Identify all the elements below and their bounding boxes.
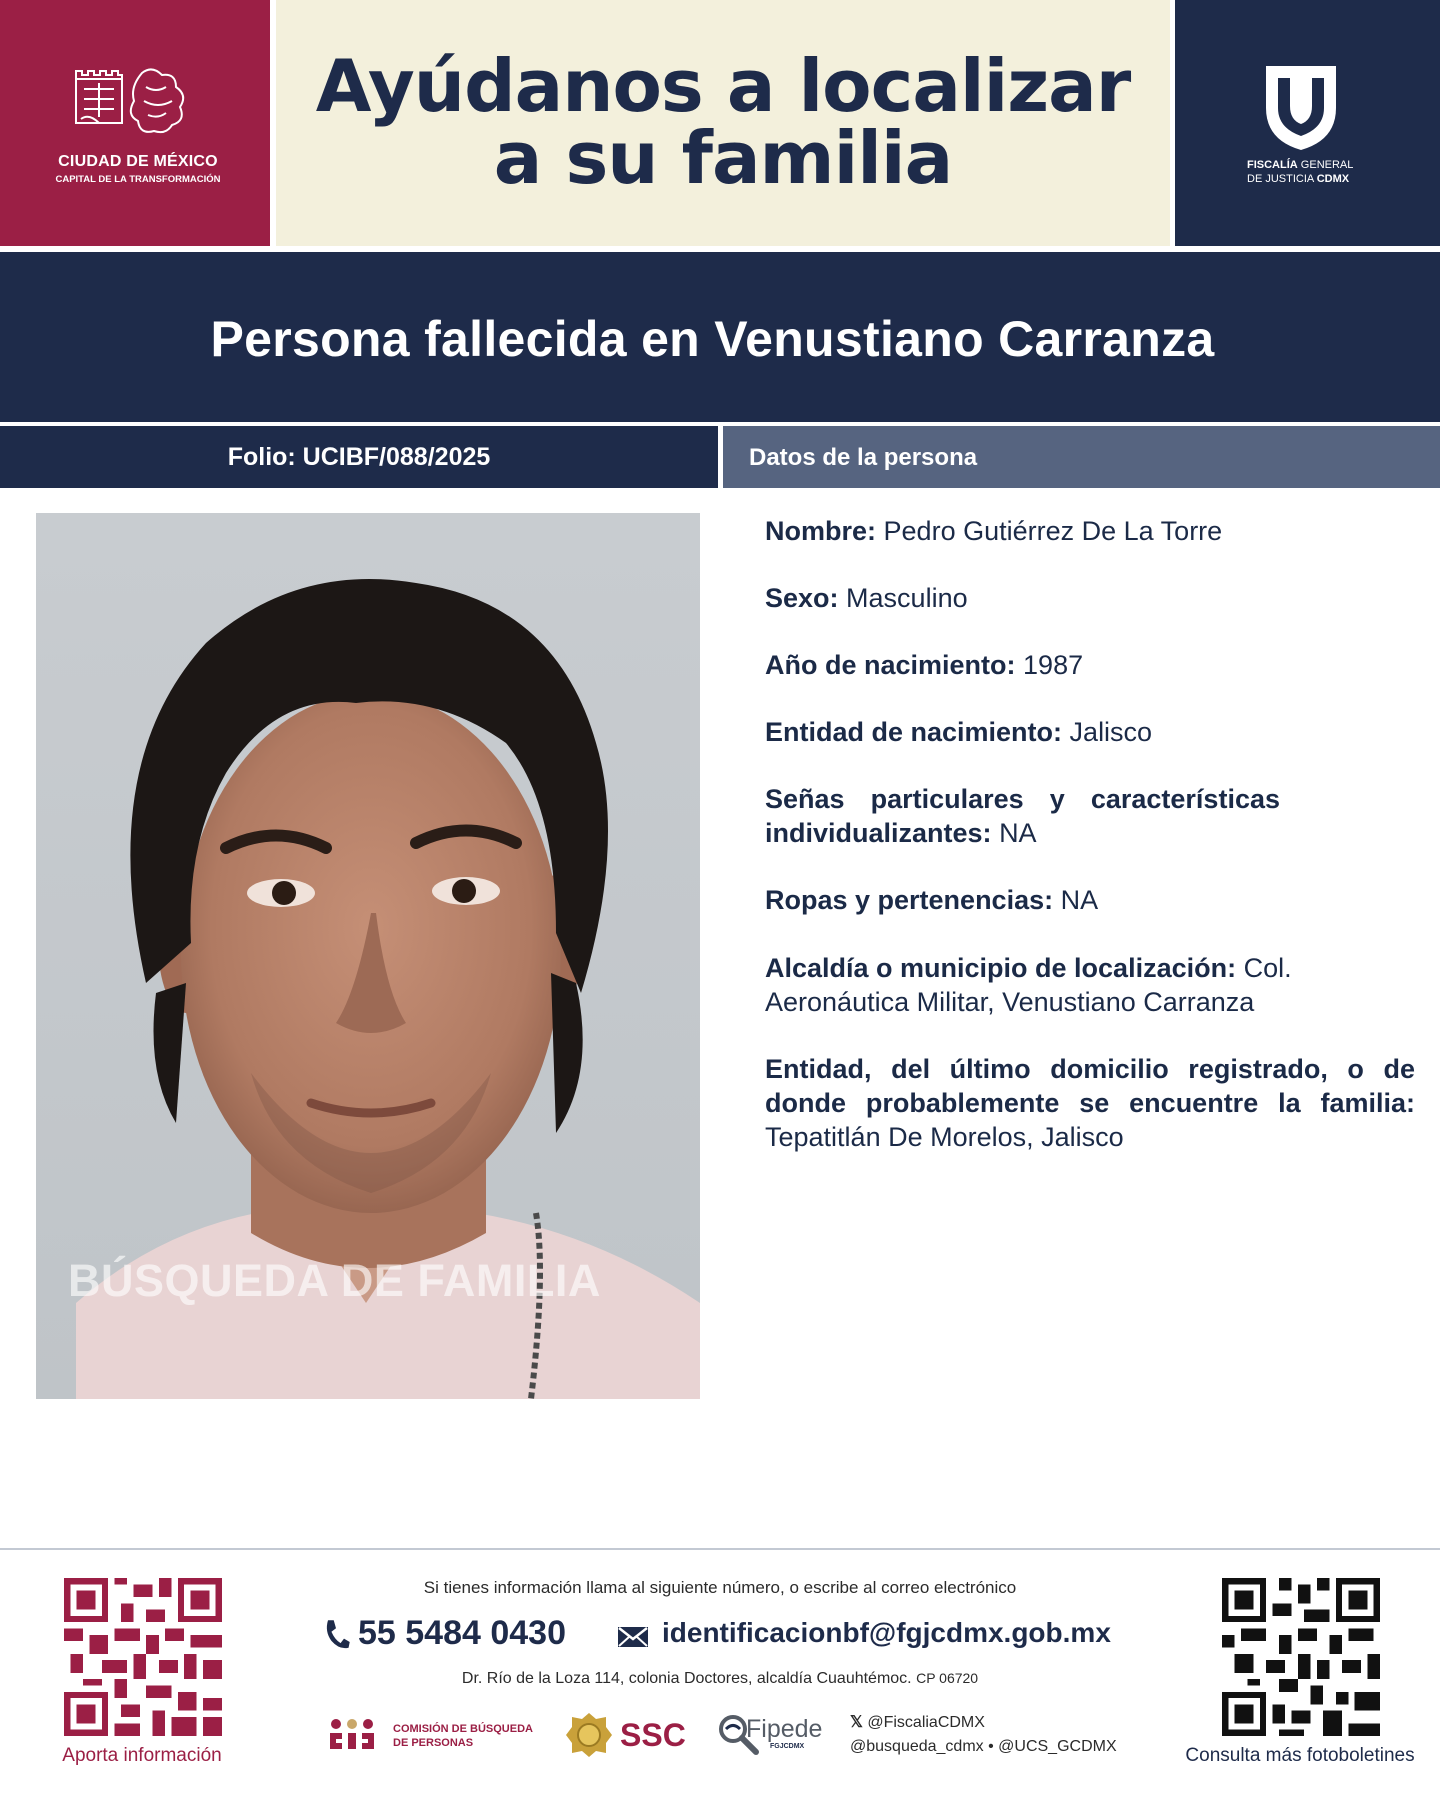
comision-line-1: COMISIÓN DE BÚSQUEDA — [393, 1723, 533, 1735]
field-nombre — [765, 514, 1415, 548]
field-value: Masculino — [846, 583, 968, 613]
fgj-shield-logo — [1260, 62, 1342, 154]
field-value: NA — [1060, 885, 1099, 915]
phone-icon — [322, 1618, 350, 1650]
fgj-cdmx: CDMX — [1316, 173, 1350, 185]
qr-code-consulta-fotoboletines[interactable] — [1222, 1578, 1380, 1736]
ssc-badge-icon — [566, 1711, 612, 1759]
field-label: Alcaldía o municipio de localización: — [765, 953, 1237, 983]
field-value: 1987 — [1023, 650, 1084, 680]
fipede-sub: FGJCDMX — [770, 1743, 805, 1750]
photo-watermark: BÚSQUEDA DE FAMILIA — [68, 1255, 601, 1306]
qr-right-caption: Consulta más fotoboletines — [1185, 1745, 1415, 1766]
field-value: Tepatitlán De Morelos, Jalisco — [765, 1122, 1124, 1152]
field-value: Col. Aeronáutica Militar, Venustiano Carranza — [765, 953, 1292, 1017]
folio-number: Folio: UCIBF/088/2025 — [227, 443, 491, 471]
field-senas-particulares — [765, 782, 1280, 850]
field-label: Entidad de nacimiento: — [765, 717, 1063, 747]
comision-line-2: DE PERSONAS — [393, 1737, 474, 1749]
contact-intro: Si tienes información llama al siguiente número, o escribe al correo electrónico — [423, 1578, 1017, 1597]
section-header-label: Datos de la persona — [749, 444, 978, 471]
email-icon — [617, 1626, 649, 1648]
postal-code: CP 06720 — [916, 1670, 979, 1686]
field-ultimo-domicilio — [765, 1052, 1415, 1154]
phone-number[interactable]: 55 5484 0430 — [358, 1614, 566, 1652]
cdmx-subtitle: CAPITAL DE LA TRANSFORMACIÓN — [55, 174, 221, 185]
qr-left-caption: Aporta información — [62, 1745, 222, 1766]
field-value: NA — [999, 818, 1037, 848]
comision-busqueda-name — [393, 1722, 533, 1750]
field-label: Entidad, del último domicilio registrado, o de donde probablemente se encuentre la familia: — [765, 1054, 1415, 1118]
qr-code-aporta-informacion[interactable] — [64, 1578, 222, 1736]
social-handles[interactable]: @busqueda_cdmx • @UCS_GCDMX — [850, 1738, 1117, 1755]
x-handle-text: @FiscaliaCDMX — [867, 1714, 985, 1731]
headline — [276, 44, 1170, 200]
page-title: Persona fallecida en Venustiano Carranza — [210, 311, 1215, 367]
x-logo-icon: 𝕏 — [850, 1714, 863, 1731]
address-text: Dr. Río de la Loza 114, colonia Doctores, alcaldía Cuauhtémoc. — [461, 1670, 912, 1687]
field-value: Pedro Gutiérrez De La Torre — [883, 516, 1223, 546]
cdmx-coat-of-arms-logo — [72, 65, 202, 135]
fgj-de-justicia: DE JUSTICIA — [1247, 173, 1314, 185]
fipede-label: Fipede — [746, 1715, 823, 1743]
social-x-handle[interactable] — [850, 1712, 985, 1732]
field-value: Jalisco — [1069, 717, 1153, 747]
field-sexo — [765, 581, 1415, 615]
cdmx-name: CIUDAD DE MÉXICO — [58, 153, 218, 170]
field-alcaldia-localizacion — [765, 951, 1325, 1019]
footer-divider — [0, 1548, 1440, 1550]
field-label: Sexo: — [765, 583, 839, 613]
fgj-name-line-1 — [1247, 159, 1353, 171]
field-ropas-pertenencias — [765, 883, 1415, 917]
comision-busqueda-logo — [328, 1718, 380, 1754]
ssc-label: SSC — [620, 1717, 686, 1753]
office-address — [330, 1670, 1110, 1688]
email-link[interactable]: identificacionbf@fgjcdmx.gob.mx — [662, 1617, 1111, 1648]
fgj-name-line-2 — [1247, 173, 1349, 185]
field-label: Año de nacimiento: — [765, 650, 1016, 680]
headline-line-2: a su familia — [493, 116, 953, 200]
field-label: Señas particulares y características individualizantes: — [765, 784, 1280, 848]
headline-line-1: Ayúdanos a localizar — [315, 44, 1131, 128]
field-entidad-nacimiento — [765, 715, 1415, 749]
person-photo — [36, 513, 700, 1399]
field-label: Ropas y pertenencias: — [765, 885, 1054, 915]
fgj-fiscalia: FISCALÍA — [1247, 159, 1298, 171]
field-anio-nacimiento — [765, 648, 1415, 682]
fgj-general: GENERAL — [1300, 159, 1354, 171]
field-label: Nombre: — [765, 516, 877, 546]
